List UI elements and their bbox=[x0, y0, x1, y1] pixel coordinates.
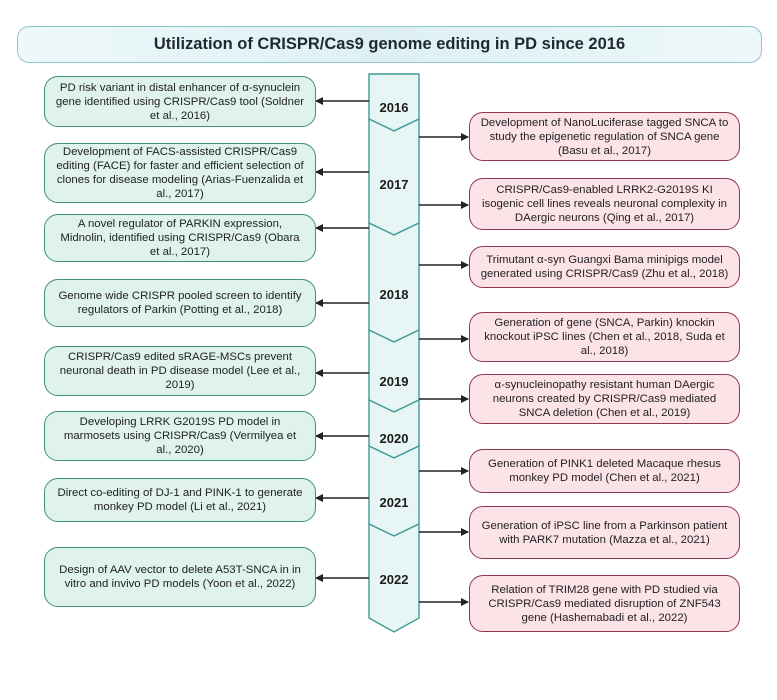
diagram-title: Utilization of CRISPR/Cas9 genome editing in PD since 2016 bbox=[153, 35, 626, 53]
event-box-right: CRISPR/Cas9-enabled LRRK2-G2019S KI isogenic cell lines reveals neuronal complexity in DAergic neurons (Qing et al., 2017) bbox=[469, 178, 740, 230]
year-label-2019: 2019 bbox=[379, 374, 409, 389]
event-box-left: CRISPR/Cas9 edited sRAGE-MSCs prevent neuronal death in PD disease model (Lee et al., 2019) bbox=[44, 346, 316, 396]
event-box-left: Direct co-editing of DJ-1 and PINK-1 to generate monkey PD model (Li et al., 2021) bbox=[44, 478, 316, 522]
year-label-2018: 2018 bbox=[379, 287, 409, 302]
timeline-chevrons bbox=[369, 74, 419, 632]
event-box-right: α-synucleinopathy resistant human DAergic neurons created by CRISPR/Cas9 mediated SNCA deletion (Chen et al., 2019) bbox=[469, 374, 740, 424]
year-label-2017: 2017 bbox=[379, 177, 409, 192]
year-label-2016: 2016 bbox=[379, 100, 409, 115]
event-box-right: Generation of gene (SNCA, Parkin) knockin knockout iPSC lines (Chen et al., 2018, Suda et al., 2018) bbox=[469, 312, 740, 362]
event-box-left: Design of AAV vector to delete A53T-SNCA in in vitro and invivo PD models (Yoon et al., 2022) bbox=[44, 547, 316, 607]
chevron-2019 bbox=[369, 330, 419, 412]
event-box-left: Genome wide CRISPR pooled screen to identify regulators of Parkin (Potting et al., 2018) bbox=[44, 279, 316, 327]
event-box-right: Development of NanoLuciferase tagged SNCA to study the epigenetic regulation of SNCA gene (Basu et al., 2017) bbox=[469, 112, 740, 161]
year-label-2020: 2020 bbox=[379, 431, 409, 446]
event-box-right: Relation of TRIM28 gene with PD studied via CRISPR/Cas9 mediated disruption of ZNF543 gene (Hashemabadi et al., 2022) bbox=[469, 575, 740, 632]
event-box-left: A novel regulator of PARKIN expression, Midnolin, identified using CRISPR/Cas9 (Obara et al., 2017) bbox=[44, 214, 316, 262]
event-box-left: Development of FACS-assisted CRISPR/Cas9 editing (FACE) for faster and efficient selection of clones for disease modeling (Arias-Fuenzalida et al., 2017) bbox=[44, 143, 316, 203]
year-label-2021: 2021 bbox=[379, 495, 409, 510]
year-label-2022: 2022 bbox=[379, 572, 409, 587]
event-box-right: Generation of PINK1 deleted Macaque rhesus monkey PD model (Chen et al., 2021) bbox=[469, 449, 740, 493]
event-box-left: Developing LRRK G2019S PD model in marmosets using CRISPR/Cas9 (Vermilyea et al., 2020) bbox=[44, 411, 316, 461]
event-box-right: Trimutant α-syn Guangxi Bama minipigs model generated using CRISPR/Cas9 (Zhu et al., 2018) bbox=[469, 246, 740, 288]
chevron-2021 bbox=[369, 446, 419, 536]
chevron-2018 bbox=[369, 223, 419, 342]
event-box-right: Generation of iPSC line from a Parkinson patient with PARK7 mutation (Mazza et al., 2021) bbox=[469, 506, 740, 559]
event-box-left: PD risk variant in distal enhancer of α-synuclein gene identified using CRISPR/Cas9 tool (Soldner et al., 2016) bbox=[44, 76, 316, 127]
